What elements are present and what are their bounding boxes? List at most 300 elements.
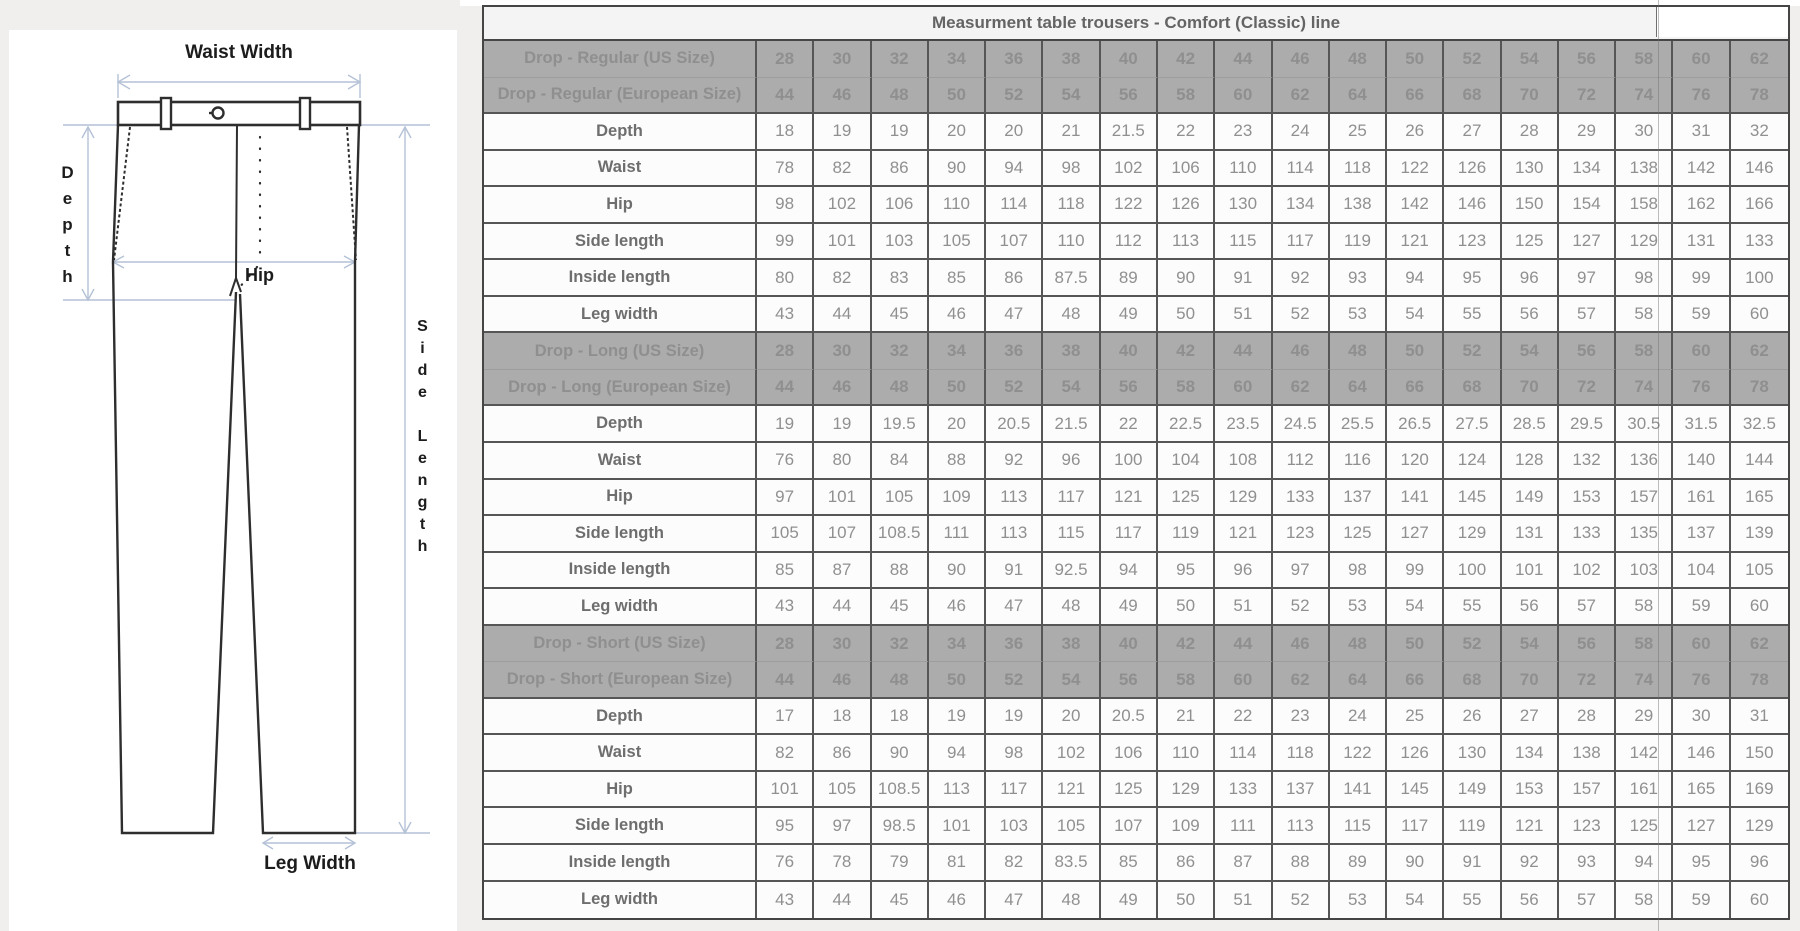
value-cell: 48 xyxy=(1330,333,1387,370)
value-cell: 25 xyxy=(1330,114,1387,151)
value-cell: 76 xyxy=(1673,662,1730,699)
value-cell: 60 xyxy=(1731,882,1788,919)
row-label: Side length xyxy=(484,516,757,553)
value-cell: 20 xyxy=(1043,699,1100,736)
value-cell: 54 xyxy=(1502,41,1559,78)
value-cell: 48 xyxy=(872,662,929,699)
value-cell: 34 xyxy=(929,626,986,663)
value-cell: 24 xyxy=(1330,699,1387,736)
value-cell: 19 xyxy=(814,406,871,443)
value-cell: 169 xyxy=(1731,772,1788,809)
value-cell: 106 xyxy=(1101,735,1158,772)
table-row xyxy=(484,443,1788,480)
row-label: Side length xyxy=(484,808,757,845)
value-cell: 127 xyxy=(1559,224,1616,261)
value-cell: 62 xyxy=(1273,78,1330,115)
value-cell: 53 xyxy=(1330,589,1387,626)
value-cell: 27 xyxy=(1444,114,1501,151)
value-cell: 58 xyxy=(1616,589,1673,626)
row-label: Drop - Long (US Size) xyxy=(484,333,757,370)
value-cell: 102 xyxy=(1101,151,1158,188)
value-cell: 101 xyxy=(929,808,986,845)
value-cell: 48 xyxy=(1043,297,1100,334)
value-cell: 121 xyxy=(1043,772,1100,809)
value-cell: 98 xyxy=(1330,553,1387,590)
value-cell: 116 xyxy=(1330,443,1387,480)
value-cell: 97 xyxy=(757,480,814,517)
value-cell: 141 xyxy=(1330,772,1387,809)
value-cell: 78 xyxy=(1731,662,1788,699)
value-cell: 93 xyxy=(1559,845,1616,882)
value-cell: 123 xyxy=(1273,516,1330,553)
value-cell: 68 xyxy=(1444,78,1501,115)
value-cell: 117 xyxy=(1043,480,1100,517)
value-cell: 23 xyxy=(1215,114,1272,151)
value-cell: 98 xyxy=(757,187,814,224)
value-cell: 82 xyxy=(986,845,1043,882)
value-cell: 68 xyxy=(1444,662,1501,699)
value-cell: 44 xyxy=(1215,41,1272,78)
value-cell: 138 xyxy=(1559,735,1616,772)
value-cell: 115 xyxy=(1043,516,1100,553)
value-cell: 54 xyxy=(1043,370,1100,407)
value-cell: 20 xyxy=(929,114,986,151)
row-label: Inside length xyxy=(484,260,757,297)
value-cell: 21 xyxy=(1043,114,1100,151)
value-cell: 117 xyxy=(1101,516,1158,553)
trousers-outline xyxy=(113,98,360,833)
value-cell: 104 xyxy=(1158,443,1215,480)
value-cell: 97 xyxy=(1273,553,1330,590)
value-cell: 98 xyxy=(986,735,1043,772)
value-cell: 49 xyxy=(1101,297,1158,334)
value-cell: 94 xyxy=(1616,845,1673,882)
value-cell: 57 xyxy=(1559,589,1616,626)
value-cell: 50 xyxy=(1387,626,1444,663)
value-cell: 45 xyxy=(872,297,929,334)
value-cell: 64 xyxy=(1330,662,1387,699)
row-label: Depth xyxy=(484,114,757,151)
value-cell: 94 xyxy=(929,735,986,772)
value-cell: 74 xyxy=(1616,662,1673,699)
value-cell: 20 xyxy=(986,114,1043,151)
value-cell: 17 xyxy=(757,699,814,736)
value-cell: 107 xyxy=(814,516,871,553)
value-cell: 70 xyxy=(1502,662,1559,699)
value-cell: 51 xyxy=(1215,882,1272,919)
value-cell: 54 xyxy=(1502,626,1559,663)
value-cell: 121 xyxy=(1502,808,1559,845)
value-cell: 46 xyxy=(814,662,871,699)
value-cell: 123 xyxy=(1559,808,1616,845)
value-cell: 96 xyxy=(1731,845,1788,882)
row-label: Inside length xyxy=(484,553,757,590)
value-cell: 56 xyxy=(1559,333,1616,370)
value-cell: 130 xyxy=(1444,735,1501,772)
value-cell: 70 xyxy=(1502,370,1559,407)
table-row xyxy=(484,699,1788,736)
value-cell: 50 xyxy=(1158,882,1215,919)
row-label: Waist xyxy=(484,735,757,772)
value-cell: 47 xyxy=(986,589,1043,626)
value-cell: 131 xyxy=(1502,516,1559,553)
value-cell: 112 xyxy=(1101,224,1158,261)
value-cell: 46 xyxy=(929,882,986,919)
value-cell: 88 xyxy=(1273,845,1330,882)
right-leg-outline xyxy=(240,125,359,833)
value-cell: 62 xyxy=(1731,41,1788,78)
value-cell: 108.5 xyxy=(872,772,929,809)
value-cell: 105 xyxy=(929,224,986,261)
value-cell: 46 xyxy=(1273,626,1330,663)
row-label: Leg width xyxy=(484,589,757,626)
table-row xyxy=(484,626,1788,663)
value-cell: 58 xyxy=(1616,626,1673,663)
value-cell: 94 xyxy=(1387,260,1444,297)
value-cell: 70 xyxy=(1502,78,1559,115)
row-label: Waist xyxy=(484,151,757,188)
row-label: Hip xyxy=(484,480,757,517)
row-label: Depth xyxy=(484,699,757,736)
value-cell: 42 xyxy=(1158,626,1215,663)
value-cell: 127 xyxy=(1387,516,1444,553)
value-cell: 60 xyxy=(1731,589,1788,626)
value-cell: 32 xyxy=(1731,114,1788,151)
value-cell: 72 xyxy=(1559,370,1616,407)
value-cell: 150 xyxy=(1502,187,1559,224)
value-cell: 53 xyxy=(1330,882,1387,919)
value-cell: 94 xyxy=(1101,553,1158,590)
value-cell: 76 xyxy=(757,845,814,882)
value-cell: 113 xyxy=(986,516,1043,553)
table-row xyxy=(484,553,1788,590)
value-cell: 59 xyxy=(1673,882,1730,919)
value-cell: 28 xyxy=(1502,114,1559,151)
value-cell: 114 xyxy=(1215,735,1272,772)
table-row xyxy=(484,808,1788,845)
value-cell: 146 xyxy=(1444,187,1501,224)
value-cell: 32 xyxy=(872,41,929,78)
value-cell: 130 xyxy=(1215,187,1272,224)
value-cell: 46 xyxy=(814,78,871,115)
value-cell: 66 xyxy=(1387,78,1444,115)
value-cell: 51 xyxy=(1215,297,1272,334)
value-cell: 29.5 xyxy=(1559,406,1616,443)
table-title: Measurment table trousers - Comfort (Classic) line xyxy=(931,13,1341,32)
value-cell: 29 xyxy=(1559,114,1616,151)
value-cell: 22 xyxy=(1215,699,1272,736)
value-cell: 50 xyxy=(1387,333,1444,370)
value-cell: 43 xyxy=(757,297,814,334)
value-cell: 166 xyxy=(1731,187,1788,224)
value-cell: 40 xyxy=(1101,333,1158,370)
table-row xyxy=(484,516,1788,553)
value-cell: 139 xyxy=(1731,516,1788,553)
value-cell: 74 xyxy=(1616,370,1673,407)
value-cell: 121 xyxy=(1215,516,1272,553)
value-cell: 115 xyxy=(1330,808,1387,845)
value-cell: 91 xyxy=(986,553,1043,590)
value-cell: 91 xyxy=(1215,260,1272,297)
value-cell: 102 xyxy=(814,187,871,224)
value-cell: 110 xyxy=(1158,735,1215,772)
value-cell: 123 xyxy=(1444,224,1501,261)
side-length-label: Side Length xyxy=(414,318,431,560)
row-label: Drop - Regular (US Size) xyxy=(484,41,757,78)
value-cell: 137 xyxy=(1273,772,1330,809)
value-cell: 78 xyxy=(814,845,871,882)
value-cell: 55 xyxy=(1444,297,1501,334)
leg-width-label: Leg Width xyxy=(264,853,356,874)
value-cell: 74 xyxy=(1616,78,1673,115)
value-cell: 101 xyxy=(757,772,814,809)
value-cell: 121 xyxy=(1387,224,1444,261)
value-cell: 115 xyxy=(1215,224,1272,261)
value-cell: 125 xyxy=(1158,480,1215,517)
table-title-row xyxy=(484,7,1788,41)
value-cell: 133 xyxy=(1559,516,1616,553)
value-cell: 118 xyxy=(1330,151,1387,188)
value-cell: 20.5 xyxy=(1101,699,1158,736)
value-cell: 127 xyxy=(1673,808,1730,845)
value-cell: 129 xyxy=(1215,480,1272,517)
fly-seam xyxy=(230,125,241,296)
value-cell: 48 xyxy=(1330,41,1387,78)
value-cell: 24.5 xyxy=(1273,406,1330,443)
value-cell: 72 xyxy=(1559,662,1616,699)
value-cell: 26 xyxy=(1444,699,1501,736)
value-cell: 52 xyxy=(1444,333,1501,370)
value-cell: 30 xyxy=(814,626,871,663)
measurement-table xyxy=(482,5,1790,920)
value-cell: 50 xyxy=(929,370,986,407)
value-cell: 113 xyxy=(1273,808,1330,845)
value-cell: 55 xyxy=(1444,589,1501,626)
value-cell: 60 xyxy=(1731,297,1788,334)
value-cell: 98.5 xyxy=(872,808,929,845)
value-cell: 99 xyxy=(757,224,814,261)
value-cell: 129 xyxy=(1731,808,1788,845)
value-cell: 154 xyxy=(1559,187,1616,224)
value-cell: 112 xyxy=(1273,443,1330,480)
value-cell: 60 xyxy=(1673,626,1730,663)
value-cell: 45 xyxy=(872,589,929,626)
value-cell: 50 xyxy=(929,78,986,115)
value-cell: 78 xyxy=(1731,370,1788,407)
value-cell: 36 xyxy=(986,333,1043,370)
table-row xyxy=(484,297,1788,334)
value-cell: 89 xyxy=(1101,260,1158,297)
value-cell: 137 xyxy=(1673,516,1730,553)
value-cell: 19 xyxy=(929,699,986,736)
value-cell: 46 xyxy=(1273,41,1330,78)
value-cell: 130 xyxy=(1502,151,1559,188)
value-cell: 52 xyxy=(986,78,1043,115)
value-cell: 90 xyxy=(929,553,986,590)
table-row xyxy=(484,735,1788,772)
row-label: Hip xyxy=(484,772,757,809)
value-cell: 118 xyxy=(1043,187,1100,224)
value-cell: 58 xyxy=(1616,41,1673,78)
value-cell: 76 xyxy=(757,443,814,480)
value-cell: 29 xyxy=(1616,699,1673,736)
waistband xyxy=(118,102,360,125)
value-cell: 38 xyxy=(1043,626,1100,663)
value-cell: 106 xyxy=(872,187,929,224)
value-cell: 85 xyxy=(757,553,814,590)
value-cell: 56 xyxy=(1559,41,1616,78)
belt-loop-left xyxy=(161,98,171,129)
value-cell: 121 xyxy=(1101,480,1158,517)
value-cell: 158 xyxy=(1616,187,1673,224)
value-cell: 52 xyxy=(1273,297,1330,334)
value-cell: 42 xyxy=(1158,333,1215,370)
value-cell: 157 xyxy=(1559,772,1616,809)
trousers-measurement-diagram xyxy=(9,30,457,931)
value-cell: 38 xyxy=(1043,41,1100,78)
belt-loop-right xyxy=(300,98,310,129)
waist-width-arrow-icon xyxy=(118,74,360,98)
value-cell: 129 xyxy=(1616,224,1673,261)
value-cell: 79 xyxy=(872,845,929,882)
value-cell: 161 xyxy=(1616,772,1673,809)
value-cell: 30.5 xyxy=(1616,406,1673,443)
row-label: Waist xyxy=(484,443,757,480)
value-cell: 58 xyxy=(1158,78,1215,115)
value-cell: 54 xyxy=(1043,662,1100,699)
side-length-arrow-icon xyxy=(399,127,411,833)
value-cell: 56 xyxy=(1502,297,1559,334)
value-cell: 142 xyxy=(1673,151,1730,188)
value-cell: 100 xyxy=(1444,553,1501,590)
value-cell: 101 xyxy=(1502,553,1559,590)
value-cell: 19 xyxy=(872,114,929,151)
value-cell: 52 xyxy=(1444,626,1501,663)
value-cell: 92.5 xyxy=(1043,553,1100,590)
value-cell: 32.5 xyxy=(1731,406,1788,443)
table-row xyxy=(484,151,1788,188)
table-row xyxy=(484,78,1788,115)
value-cell: 59 xyxy=(1673,297,1730,334)
value-cell: 125 xyxy=(1330,516,1387,553)
value-cell: 32 xyxy=(872,333,929,370)
row-label: Side length xyxy=(484,224,757,261)
value-cell: 133 xyxy=(1215,772,1272,809)
value-cell: 25.5 xyxy=(1330,406,1387,443)
value-cell: 66 xyxy=(1387,662,1444,699)
value-cell: 90 xyxy=(1158,260,1215,297)
value-cell: 90 xyxy=(929,151,986,188)
value-cell: 125 xyxy=(1101,772,1158,809)
value-cell: 44 xyxy=(1215,626,1272,663)
value-cell: 52 xyxy=(986,662,1043,699)
value-cell: 72 xyxy=(1559,78,1616,115)
value-cell: 57 xyxy=(1559,297,1616,334)
value-cell: 58 xyxy=(1616,333,1673,370)
value-cell: 150 xyxy=(1731,735,1788,772)
value-cell: 87 xyxy=(814,553,871,590)
value-cell: 87.5 xyxy=(1043,260,1100,297)
value-cell: 30 xyxy=(1616,114,1673,151)
value-cell: 26 xyxy=(1387,114,1444,151)
value-cell: 58 xyxy=(1616,297,1673,334)
value-cell: 36 xyxy=(986,626,1043,663)
value-cell: 30 xyxy=(814,333,871,370)
value-cell: 91 xyxy=(1444,845,1501,882)
value-cell: 24 xyxy=(1273,114,1330,151)
value-cell: 101 xyxy=(814,480,871,517)
value-cell: 100 xyxy=(1101,443,1158,480)
value-cell: 28 xyxy=(757,41,814,78)
value-cell: 60 xyxy=(1673,41,1730,78)
value-cell: 57 xyxy=(1559,882,1616,919)
value-cell: 149 xyxy=(1444,772,1501,809)
value-cell: 102 xyxy=(1559,553,1616,590)
table-row xyxy=(484,187,1788,224)
viewport-seam-line xyxy=(1658,0,1659,931)
value-cell: 109 xyxy=(1158,808,1215,845)
value-cell: 136 xyxy=(1616,443,1673,480)
value-cell: 145 xyxy=(1444,480,1501,517)
value-cell: 50 xyxy=(1387,41,1444,78)
value-cell: 137 xyxy=(1330,480,1387,517)
value-cell: 125 xyxy=(1616,808,1673,845)
value-cell: 88 xyxy=(929,443,986,480)
value-cell: 40 xyxy=(1101,41,1158,78)
value-cell: 95 xyxy=(1158,553,1215,590)
value-cell: 85 xyxy=(1101,845,1158,882)
table-row xyxy=(484,370,1788,407)
value-cell: 47 xyxy=(986,297,1043,334)
value-cell: 53 xyxy=(1330,297,1387,334)
value-cell: 20 xyxy=(929,406,986,443)
value-cell: 44 xyxy=(814,589,871,626)
value-cell: 95 xyxy=(1673,845,1730,882)
table-row xyxy=(484,333,1788,370)
value-cell: 23.5 xyxy=(1215,406,1272,443)
value-cell: 113 xyxy=(1158,224,1215,261)
value-cell: 42 xyxy=(1158,41,1215,78)
value-cell: 106 xyxy=(1158,151,1215,188)
value-cell: 85 xyxy=(929,260,986,297)
value-cell: 44 xyxy=(1215,333,1272,370)
value-cell: 56 xyxy=(1502,589,1559,626)
value-cell: 117 xyxy=(1387,808,1444,845)
value-cell: 157 xyxy=(1616,480,1673,517)
value-cell: 165 xyxy=(1731,480,1788,517)
value-cell: 18 xyxy=(757,114,814,151)
value-cell: 45 xyxy=(872,882,929,919)
table-row xyxy=(484,662,1788,699)
value-cell: 114 xyxy=(1273,151,1330,188)
value-cell: 30 xyxy=(814,41,871,78)
value-cell: 25 xyxy=(1387,699,1444,736)
row-label: Drop - Short (US Size) xyxy=(484,626,757,663)
value-cell: 44 xyxy=(814,297,871,334)
depth-label: Depth xyxy=(58,163,77,293)
value-cell: 34 xyxy=(929,41,986,78)
value-cell: 98 xyxy=(1043,151,1100,188)
value-cell: 113 xyxy=(986,480,1043,517)
value-cell: 125 xyxy=(1502,224,1559,261)
value-cell: 58 xyxy=(1616,882,1673,919)
value-cell: 87 xyxy=(1215,845,1272,882)
value-cell: 138 xyxy=(1616,151,1673,188)
value-cell: 102 xyxy=(1043,735,1100,772)
value-cell: 105 xyxy=(757,516,814,553)
value-cell: 19 xyxy=(814,114,871,151)
value-cell: 62 xyxy=(1273,370,1330,407)
